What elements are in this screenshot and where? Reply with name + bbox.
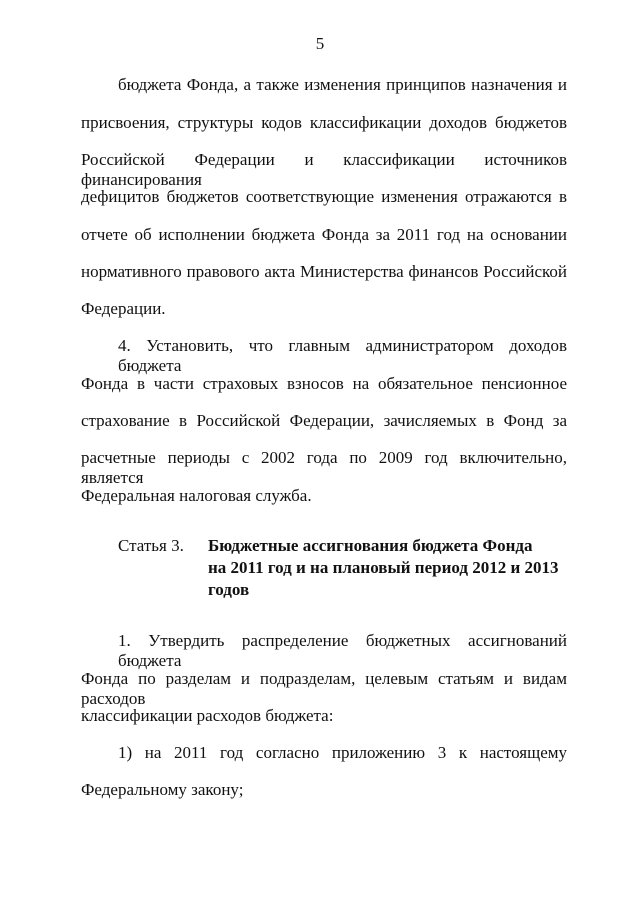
text-line: бюджета Фонда, а также изменения принципов назначения и bbox=[118, 75, 567, 94]
text-line: 1. Утвердить распределение бюджетных ассигнований бюджета bbox=[118, 631, 567, 670]
text-line: Федеральная налоговая служба. bbox=[81, 486, 312, 505]
article-title-line: Бюджетные ассигнования бюджета Фонда bbox=[208, 536, 533, 555]
article-title-line: годов bbox=[208, 580, 250, 599]
text-line: Российской Федерации и классификации источников финансирования bbox=[81, 150, 567, 189]
text-line: Фонда в части страховых взносов на обязательное пенсионное bbox=[81, 374, 567, 393]
text-line: 4. Установить, что главным администратором доходов бюджета bbox=[118, 336, 567, 375]
text-line: классификации расходов бюджета: bbox=[81, 706, 334, 725]
text-line: Федерации. bbox=[81, 299, 166, 318]
text-line: Федеральному закону; bbox=[81, 780, 244, 799]
text-line: страхование в Российской Федерации, зачисляемых в Фонд за bbox=[81, 411, 567, 430]
text-line: нормативного правового акта Министерства финансов Российской bbox=[81, 262, 567, 281]
page-number: 5 bbox=[315, 34, 325, 53]
article-title-line: на 2011 год и на плановый период 2012 и 2013 bbox=[208, 558, 559, 577]
text-line: расчетные периоды с 2002 года по 2009 год включительно, является bbox=[81, 448, 567, 487]
text-line: дефицитов бюджетов соответствующие изменения отражаются в bbox=[81, 187, 567, 206]
text-line: присвоения, структуры кодов классификации доходов бюджетов bbox=[81, 113, 567, 132]
text-line: отчете об исполнении бюджета Фонда за 2011 год на основании bbox=[81, 225, 567, 244]
article-label: Статья 3. bbox=[118, 536, 184, 555]
text-line: Фонда по разделам и подразделам, целевым статьям и видам расходов bbox=[81, 669, 567, 708]
text-line: 1) на 2011 год согласно приложению 3 к настоящему bbox=[118, 743, 567, 762]
